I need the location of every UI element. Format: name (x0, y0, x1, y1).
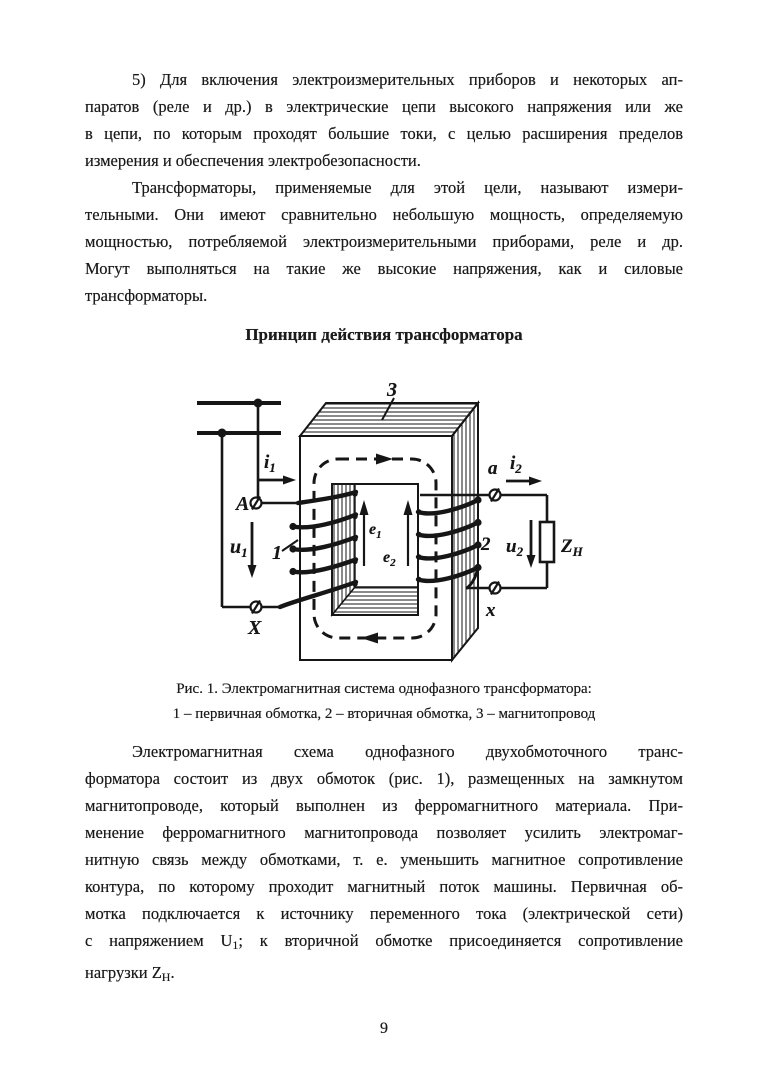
terminal-A-label: A (236, 493, 250, 515)
i1-label: $i_1$ (264, 452, 276, 475)
figure-transformer-diagram (180, 370, 600, 670)
text-line: контура, по которому проходит магнитный поток машины. Первичная об- (85, 877, 683, 896)
text-line: 5) Для включения электроизмерительных приборов и некоторых ап- (132, 70, 683, 89)
i2-label: $i_2$ (510, 453, 522, 476)
text-line: в цепи, по которым проходят большие токи, с целью расширения пределов (85, 124, 683, 143)
text-line: трансформаторы. (85, 286, 208, 305)
caption-line: 1 – первичная обмотка, 2 – вторичная обмотка, 3 – магнитопровод (172, 706, 596, 722)
u1-label: $u_1$ (230, 536, 248, 560)
text-line: нагрузки ZН. (85, 963, 175, 984)
load-label: $Z_Н$ (561, 536, 583, 559)
text-line: измерения и обеспечения электробезопасности. (85, 151, 421, 170)
terminal-a-symbol (490, 489, 501, 502)
terminal-A-symbol (251, 497, 262, 510)
paragraph-1 (85, 66, 683, 174)
text-line: Трансформаторы, применяемые для этой цели, называют измери- (132, 178, 683, 197)
part2-label: 2 (481, 534, 491, 555)
part3-label: 3 (387, 379, 397, 401)
text-line: мощностью, потребляемой электроизмерительными приборами, реле и др. (85, 232, 683, 251)
text-line: мотка подключается к источнику переменного тока (электрической сети) (85, 904, 683, 923)
terminal-X-label: X (248, 617, 262, 639)
section-heading: Принцип действия трансформатора (245, 325, 523, 344)
junction-dot (218, 429, 227, 438)
text-line: Могут выполняться на такие же высокие напряжения, как и силовые (85, 259, 683, 278)
page-number: 9 (380, 1020, 388, 1037)
terminal-x-symbol (490, 582, 501, 595)
text-line: менение ферромагнитного магнитопровода позволяет усилить электромаг- (85, 823, 683, 842)
text-line: с напряжением U1; к вторичной обмотке присоединяется сопротивление (85, 931, 683, 952)
text-line: паратов (реле и др.) в электрические цепи высокого напряжения или же (85, 97, 683, 116)
e2-label: $e_2$ (383, 549, 396, 569)
text-line: Электромагнитная схема однофазного двухобмоточного транс- (132, 742, 683, 761)
u2-label: $u_2$ (506, 536, 524, 559)
terminal-a-label: a (488, 458, 498, 479)
text-line: форматора состоит из двух обмоток (рис. 1), размещенных на замкнутом (85, 769, 683, 788)
terminal-x-label: x (486, 600, 496, 621)
text-line: нитную связь между обмотками, т. е. уменьшить магнитное сопротивление (85, 850, 683, 869)
junction-dot (254, 399, 263, 408)
e1-label: $e_1$ (369, 521, 382, 541)
paragraph-2 (85, 174, 683, 309)
terminal-X-symbol (251, 601, 262, 614)
caption-line: Рис. 1. Электромагнитная система однофазного трансформатора: (176, 681, 592, 697)
paragraph-3 (85, 738, 683, 991)
figure-caption (85, 677, 683, 727)
part1-label: 1 (272, 542, 282, 564)
load-resistor (540, 522, 554, 562)
text-line: тельными. Они имеют сравнительно небольшую мощность, определяемую (85, 205, 683, 224)
text-line: магнитопроводе, который выполнен из ферромагнитного материала. При- (85, 796, 683, 815)
text-column (85, 0, 683, 1039)
